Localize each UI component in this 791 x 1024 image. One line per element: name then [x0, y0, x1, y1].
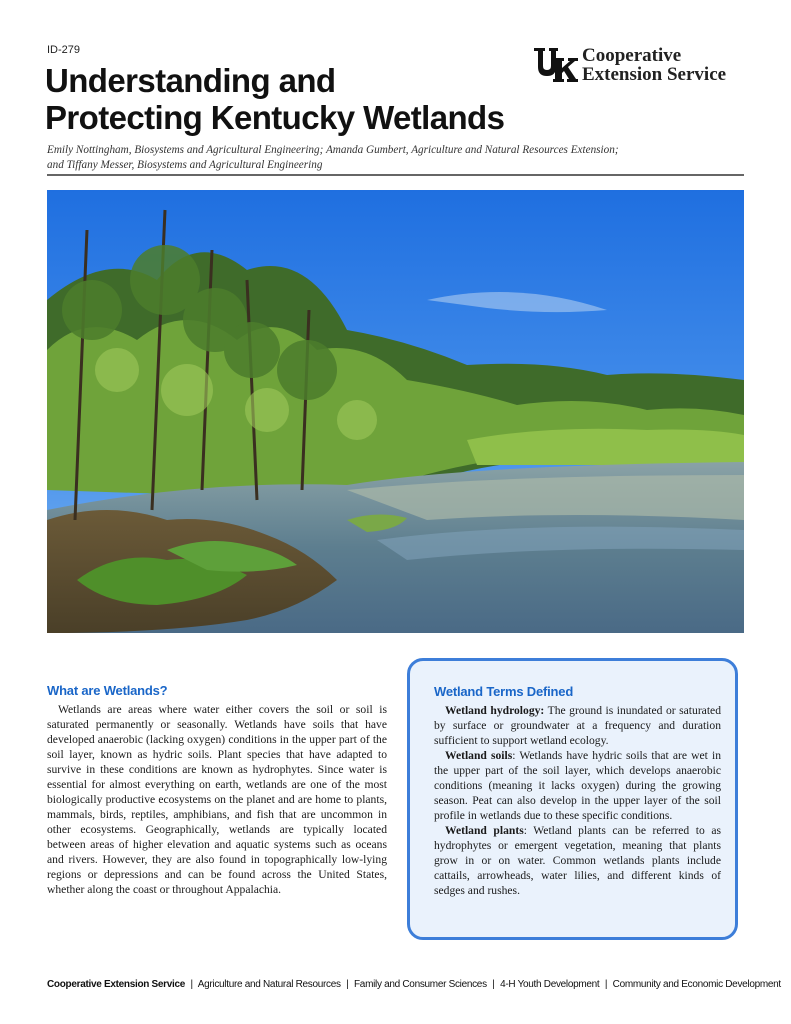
term-plants-definition: : Wetland plants can be referred to as hydrophytes or emergent vegetation, meaning that plants grow in or on water. Common wetlands plants include cattails, arrowheads, water lilies, and different kinds of sedges and rushes. — [434, 824, 721, 897]
footer-separator: | — [346, 979, 349, 990]
author-list — [47, 143, 747, 173]
footer-separator: | — [492, 979, 495, 990]
authors-line-1: Emily Nottingham, Biosystems and Agricultural Engineering; Amanda Gumbert, Agriculture and Natural Resources Extension; — [47, 144, 619, 156]
footer-item-anr: Agriculture and Natural Resources — [197, 979, 341, 990]
title-line-1: Understanding and — [45, 62, 336, 99]
footer-separator: | — [190, 979, 193, 990]
what-are-wetlands-heading: What are Wetlands? — [47, 683, 168, 698]
wetland-terms-box — [407, 658, 738, 940]
term-hydrology — [434, 703, 721, 748]
title-line-2: Protecting Kentucky Wetlands — [45, 99, 505, 136]
logo-text-line-1: Cooperative — [582, 45, 682, 66]
page-title — [45, 62, 605, 136]
term-plants — [434, 823, 721, 898]
logo-wordmark — [582, 46, 726, 84]
header-divider — [47, 174, 744, 176]
term-soils-label: Wetland soils — [445, 749, 513, 762]
term-hydrology-definition: The ground is inundated or saturated by surface or groundwater at a frequency and duration sufficient to support wetland ecology. — [434, 704, 721, 747]
term-hydrology-label: Wetland hydrology: — [445, 704, 545, 717]
footer-item-fcs: Family and Consumer Sciences — [354, 979, 487, 990]
footer-brand: Cooperative Extension Service — [47, 979, 186, 990]
uk-logo-icon — [533, 46, 579, 84]
term-plants-label: Wetland plants — [445, 824, 524, 837]
footer-program-list — [47, 979, 781, 990]
wetland-terms-heading: Wetland Terms Defined — [434, 684, 574, 699]
publication-id: ID-279 — [47, 44, 81, 56]
term-soils — [434, 748, 721, 823]
what-are-wetlands-section — [47, 683, 387, 897]
uk-extension-logo — [533, 46, 748, 86]
footer-separator: | — [604, 979, 608, 990]
what-are-wetlands-body: Wetlands are areas where water either covers the soil or soil is saturated permanently or seasonally. Wetlands have soils that have developed anaerobic (lacking oxygen) conditions in the upper part of the soil layer, known as hydric soils. Plant species that have adapted to survive in these conditions are known as hydrophytes. Since water is essential for almost everything on earth, wetlands are one of the most biologically productive ecosystems on the planet and are home to plants, mammals, birds, reptiles, amphibians, and fish that are uncommon in other ecosystems. Geographically, wetlands are typically located between areas of higher elevation and aquatic systems such as oceans and rivers. However, they are also found in topographically low-lying regions or depressions and can be found across the United States, whether along the coast or throughout Appalachia. — [47, 703, 387, 896]
wetland-photo — [47, 190, 744, 633]
footer-item-4h: 4-H Youth Development — [500, 979, 600, 990]
authors-line-2: and Tiffany Messer, Biosystems and Agricultural Engineering — [47, 159, 323, 171]
logo-text-line-2: Extension Service — [582, 64, 727, 85]
footer-item-ced: Community and Economic Development — [612, 979, 781, 990]
term-soils-definition: : Wetlands have hydric soils that are wet in the upper part of the soil layer, which develops anaerobic conditions (meaning it lacks oxygen) during the growing season. Peat can also develop in the upper layer of the soil profile in wetlands due to these specific conditions. — [434, 749, 721, 822]
